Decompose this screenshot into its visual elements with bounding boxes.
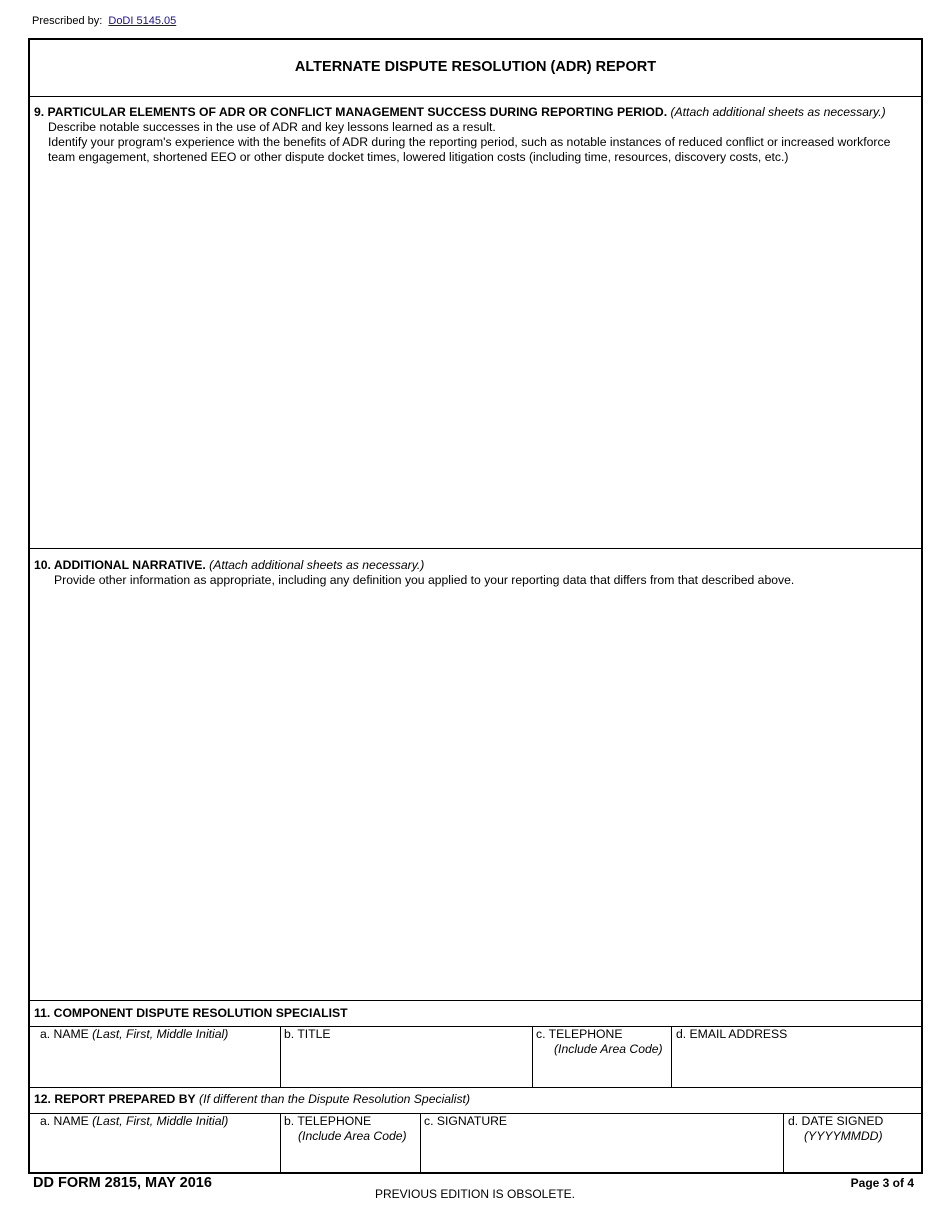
divider	[671, 1026, 672, 1087]
page-number: Page 3 of 4	[850, 1176, 914, 1190]
s11-name-field[interactable]	[40, 1027, 278, 1085]
dodi-link[interactable]: DoDI 5145.05	[108, 15, 177, 27]
s11-email-label: d. EMAIL ADDRESS	[676, 1027, 788, 1041]
section-10-note: (Attach additional sheets as necessary.)	[209, 558, 425, 572]
s11-title-field[interactable]	[284, 1027, 529, 1085]
divider	[280, 1113, 281, 1174]
s12-date-label: d. DATE SIGNED	[788, 1114, 884, 1128]
s12-date-signed-field[interactable]	[788, 1114, 916, 1172]
section-9-line2: Identify your program's experience with the benefits of ADR during the reporting period, such as notable instances of reduced conflict or increased workforce team engagement, shortened EEO or other dispute docket times, lowered litigation costs (including time, resources, discovery costs, etc.)	[48, 135, 891, 164]
section-9-note: (Attach additional sheets as necessary.)	[670, 105, 886, 119]
section-12-heading: 12. REPORT PREPARED BY	[34, 1092, 196, 1106]
s11-telephone-label: c. TELEPHONE	[536, 1027, 623, 1041]
section-12-note: (If different than the Dispute Resolution Specialist)	[199, 1092, 471, 1106]
section-12-header	[34, 1092, 915, 1107]
s11-telephone-hint: (Include Area Code)	[554, 1042, 663, 1056]
s12-name-field[interactable]	[40, 1114, 278, 1172]
prescribed-by	[32, 15, 176, 27]
s12-name-hint: (Last, First, Middle Initial)	[92, 1114, 229, 1128]
divider	[30, 96, 921, 97]
section-9-header	[34, 105, 915, 165]
s12-telephone-field[interactable]	[284, 1114, 418, 1172]
divider	[30, 1000, 921, 1001]
form-number: DD FORM 2815, MAY 2016	[33, 1175, 212, 1191]
divider	[783, 1113, 784, 1174]
s11-email-field[interactable]	[676, 1027, 916, 1085]
divider	[30, 548, 921, 549]
section-10-heading: 10. ADDITIONAL NARRATIVE.	[34, 558, 206, 572]
divider	[532, 1026, 533, 1087]
section-9-line1: Describe notable successes in the use of ADR and key lessons learned as a result.	[48, 120, 496, 134]
s12-signature-field[interactable]	[424, 1114, 779, 1172]
s11-telephone-field[interactable]	[536, 1027, 669, 1085]
prescribed-label: Prescribed by:	[32, 15, 103, 27]
s12-date-hint: (YYYYMMDD)	[804, 1129, 883, 1143]
adr-report-form	[28, 38, 923, 1174]
section-11-heading: 11. COMPONENT DISPUTE RESOLUTION SPECIALIST	[34, 1006, 348, 1020]
s11-name-hint: (Last, First, Middle Initial)	[92, 1027, 229, 1041]
form-title: ALTERNATE DISPUTE RESOLUTION (ADR) REPORT	[294, 59, 657, 75]
section-9-text-area[interactable]	[30, 166, 921, 546]
divider	[420, 1113, 421, 1174]
s12-signature-label: c. SIGNATURE	[424, 1114, 508, 1128]
s11-name-label: a. NAME	[40, 1027, 89, 1041]
s12-telephone-hint: (Include Area Code)	[298, 1129, 407, 1143]
divider	[30, 1087, 921, 1088]
edition-note: PREVIOUS EDITION IS OBSOLETE.	[374, 1187, 576, 1201]
section-10-line1: Provide other information as appropriate, including any definition you applied to your reporting data that differs from that described above.	[54, 573, 795, 587]
divider	[280, 1026, 281, 1087]
section-10-text-area[interactable]	[30, 592, 921, 997]
s12-telephone-label: b. TELEPHONE	[284, 1114, 372, 1128]
section-9-heading: 9. PARTICULAR ELEMENTS OF ADR OR CONFLICT MANAGEMENT SUCCESS DURING REPORTING PERIOD.	[34, 105, 668, 119]
section-10-header	[34, 558, 915, 588]
s12-name-label: a. NAME	[40, 1114, 89, 1128]
s11-title-label: b. TITLE	[284, 1027, 331, 1041]
